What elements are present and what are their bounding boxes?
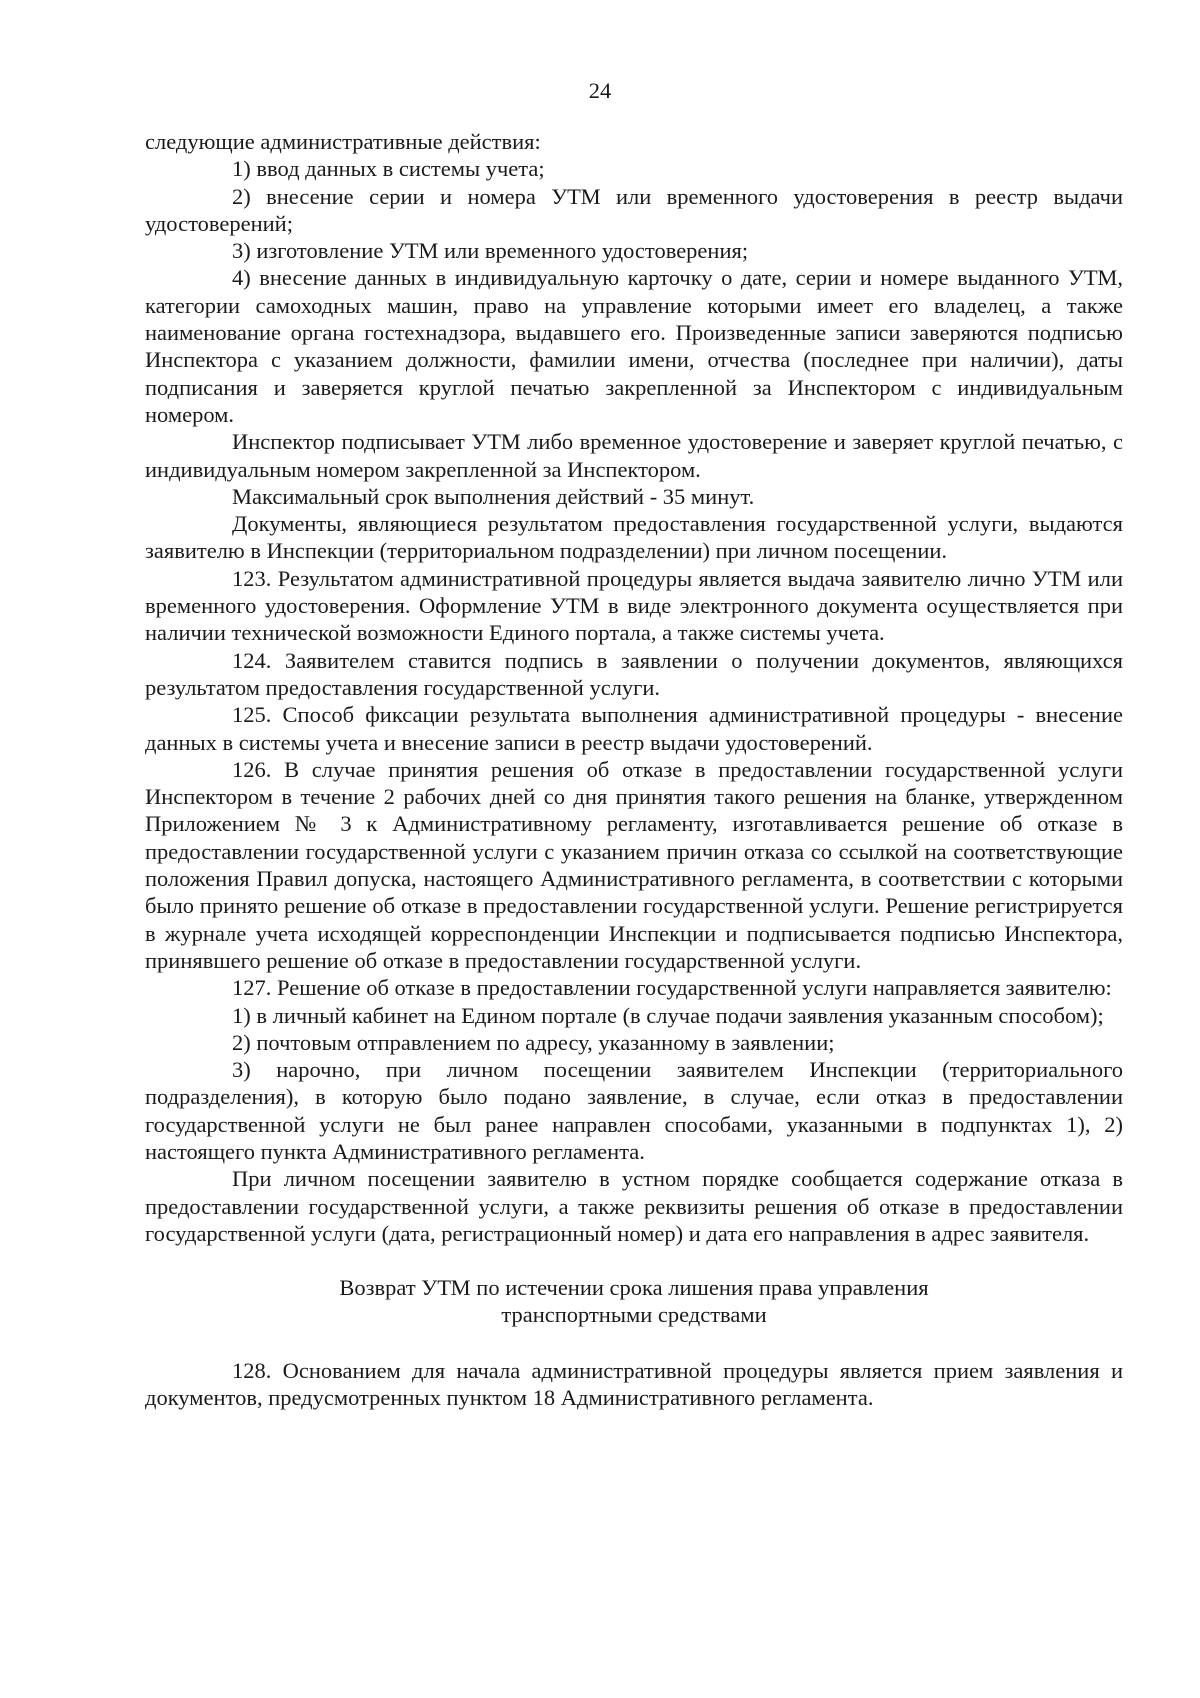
- paragraph: 2) внесение серии и номера УТМ или временного удостоверения в реестр выдачи удостоверений;: [145, 183, 1123, 236]
- paragraph: Инспектор подписывает УТМ либо временное удостоверение и заверяет круглой печатью, с индивидуальным номером закрепленной за Инспектором.: [145, 429, 1123, 482]
- paragraph: 128. Основанием для начала административной процедуры является прием заявления и документов, предусмотренных пунктом 18 Административного регламента.: [145, 1357, 1123, 1411]
- paragraph: Максимальный срок выполнения действий - 35 минут.: [232, 483, 755, 509]
- paragraph: 4) внесение данных в индивидуальную карточку о дате, серии и номере выданного УТМ, категории самоходных машин, право на управление которыми имеет его владелец, а также наименование органа гостехнадзора, выдавшего его. Произведенные записи заверяются подписью Инспектора с указанием должности, фамилии имени, отчества (последнее при наличии), даты подписания и заверяется круглой печатью закрепленной за Инспектором с индивидуальным номером.: [145, 265, 1123, 427]
- paragraph: 1) в личный кабинет на Едином портале (в случае подачи заявления указанным способом);: [232, 1002, 1104, 1028]
- paragraph: 2) почтовым отправлением по адресу, указанному в заявлении;: [232, 1029, 835, 1055]
- paragraphs-after-heading: [145, 1357, 1123, 1412]
- paragraph: Документы, являющиеся результатом предоставления государственной услуги, выдаются заявителю в Инспекции (территориальном подразделении) при личном посещении.: [145, 511, 1123, 564]
- paragraph: 124. Заявителем ставится подпись в заявлении о получении документов, являющихся результатом предоставления государственной услуги.: [145, 647, 1123, 700]
- paragraph: 123. Результатом административной процедуры является выдача заявителю лично УТМ или временного удостоверения. Оформление УТМ в виде электронного документа осуществляется при наличии технической возможности Единого портала, а также системы учета.: [145, 565, 1123, 646]
- paragraph: При личном посещении заявителю в устном порядке сообщается содержание отказа в предоставлении государственной услуги, а также реквизиты решения об отказе в предоставлении государственной услуги (дата, регистрационный номер) и дата его направления в адрес заявителя.: [145, 1166, 1123, 1246]
- paragraph: 1) ввод данных в системы учета;: [232, 156, 545, 182]
- document-body: [145, 128, 1123, 1411]
- page-number: 24: [588, 78, 612, 103]
- section-heading-line-1: Возврат УТМ по истечении срока лишения права управления: [339, 1275, 929, 1301]
- paragraph: 126. В случае принятия решения об отказе в предоставлении государственной услуги Инспектором в течение 2 рабочих дней со дня принятия такого решения на бланке, утвержденном Приложением № 3 к Административному регламенту, изготавливается решение об отказе в предоставлении государственной услуги с указанием причин отказа со ссылкой на соответствующие положения Правил допуска, настоящего Административного регламента, в соответствии с которыми было принято решение об отказе в предоставлении государственной услуги. Решение регистрируется в журнале учета исходящей корреспонденции Инспекции и подписывается подписью Инспектора, принявшего решение об отказе в предоставлении государственной услуги.: [145, 756, 1123, 973]
- paragraph: 127. Решение об отказе в предоставлении государственной услуги направляется заявителю:: [232, 975, 1112, 1001]
- paragraph: 3) нарочно, при личном посещении заявителем Инспекции (территориального подразделения), в которую было подано заявление, в случае, если отказ в предоставлении государственной услуги не был ранее направлен способами, указанными в подпунктах 1), 2) настоящего пункта Административного регламента.: [145, 1057, 1123, 1164]
- section-heading: [145, 1274, 1123, 1329]
- paragraph: следующие административные действия:: [145, 129, 541, 154]
- paragraphs-before-heading: [145, 128, 1123, 1247]
- paragraph: 125. Способ фиксации результата выполнения административной процедуры - внесение данных в системы учета и внесение записи в реестр выдачи удостоверений.: [145, 702, 1123, 755]
- section-heading-line-2: транспортными средствами: [501, 1302, 767, 1328]
- paragraph: 3) изготовление УТМ или временного удостоверения;: [232, 238, 749, 264]
